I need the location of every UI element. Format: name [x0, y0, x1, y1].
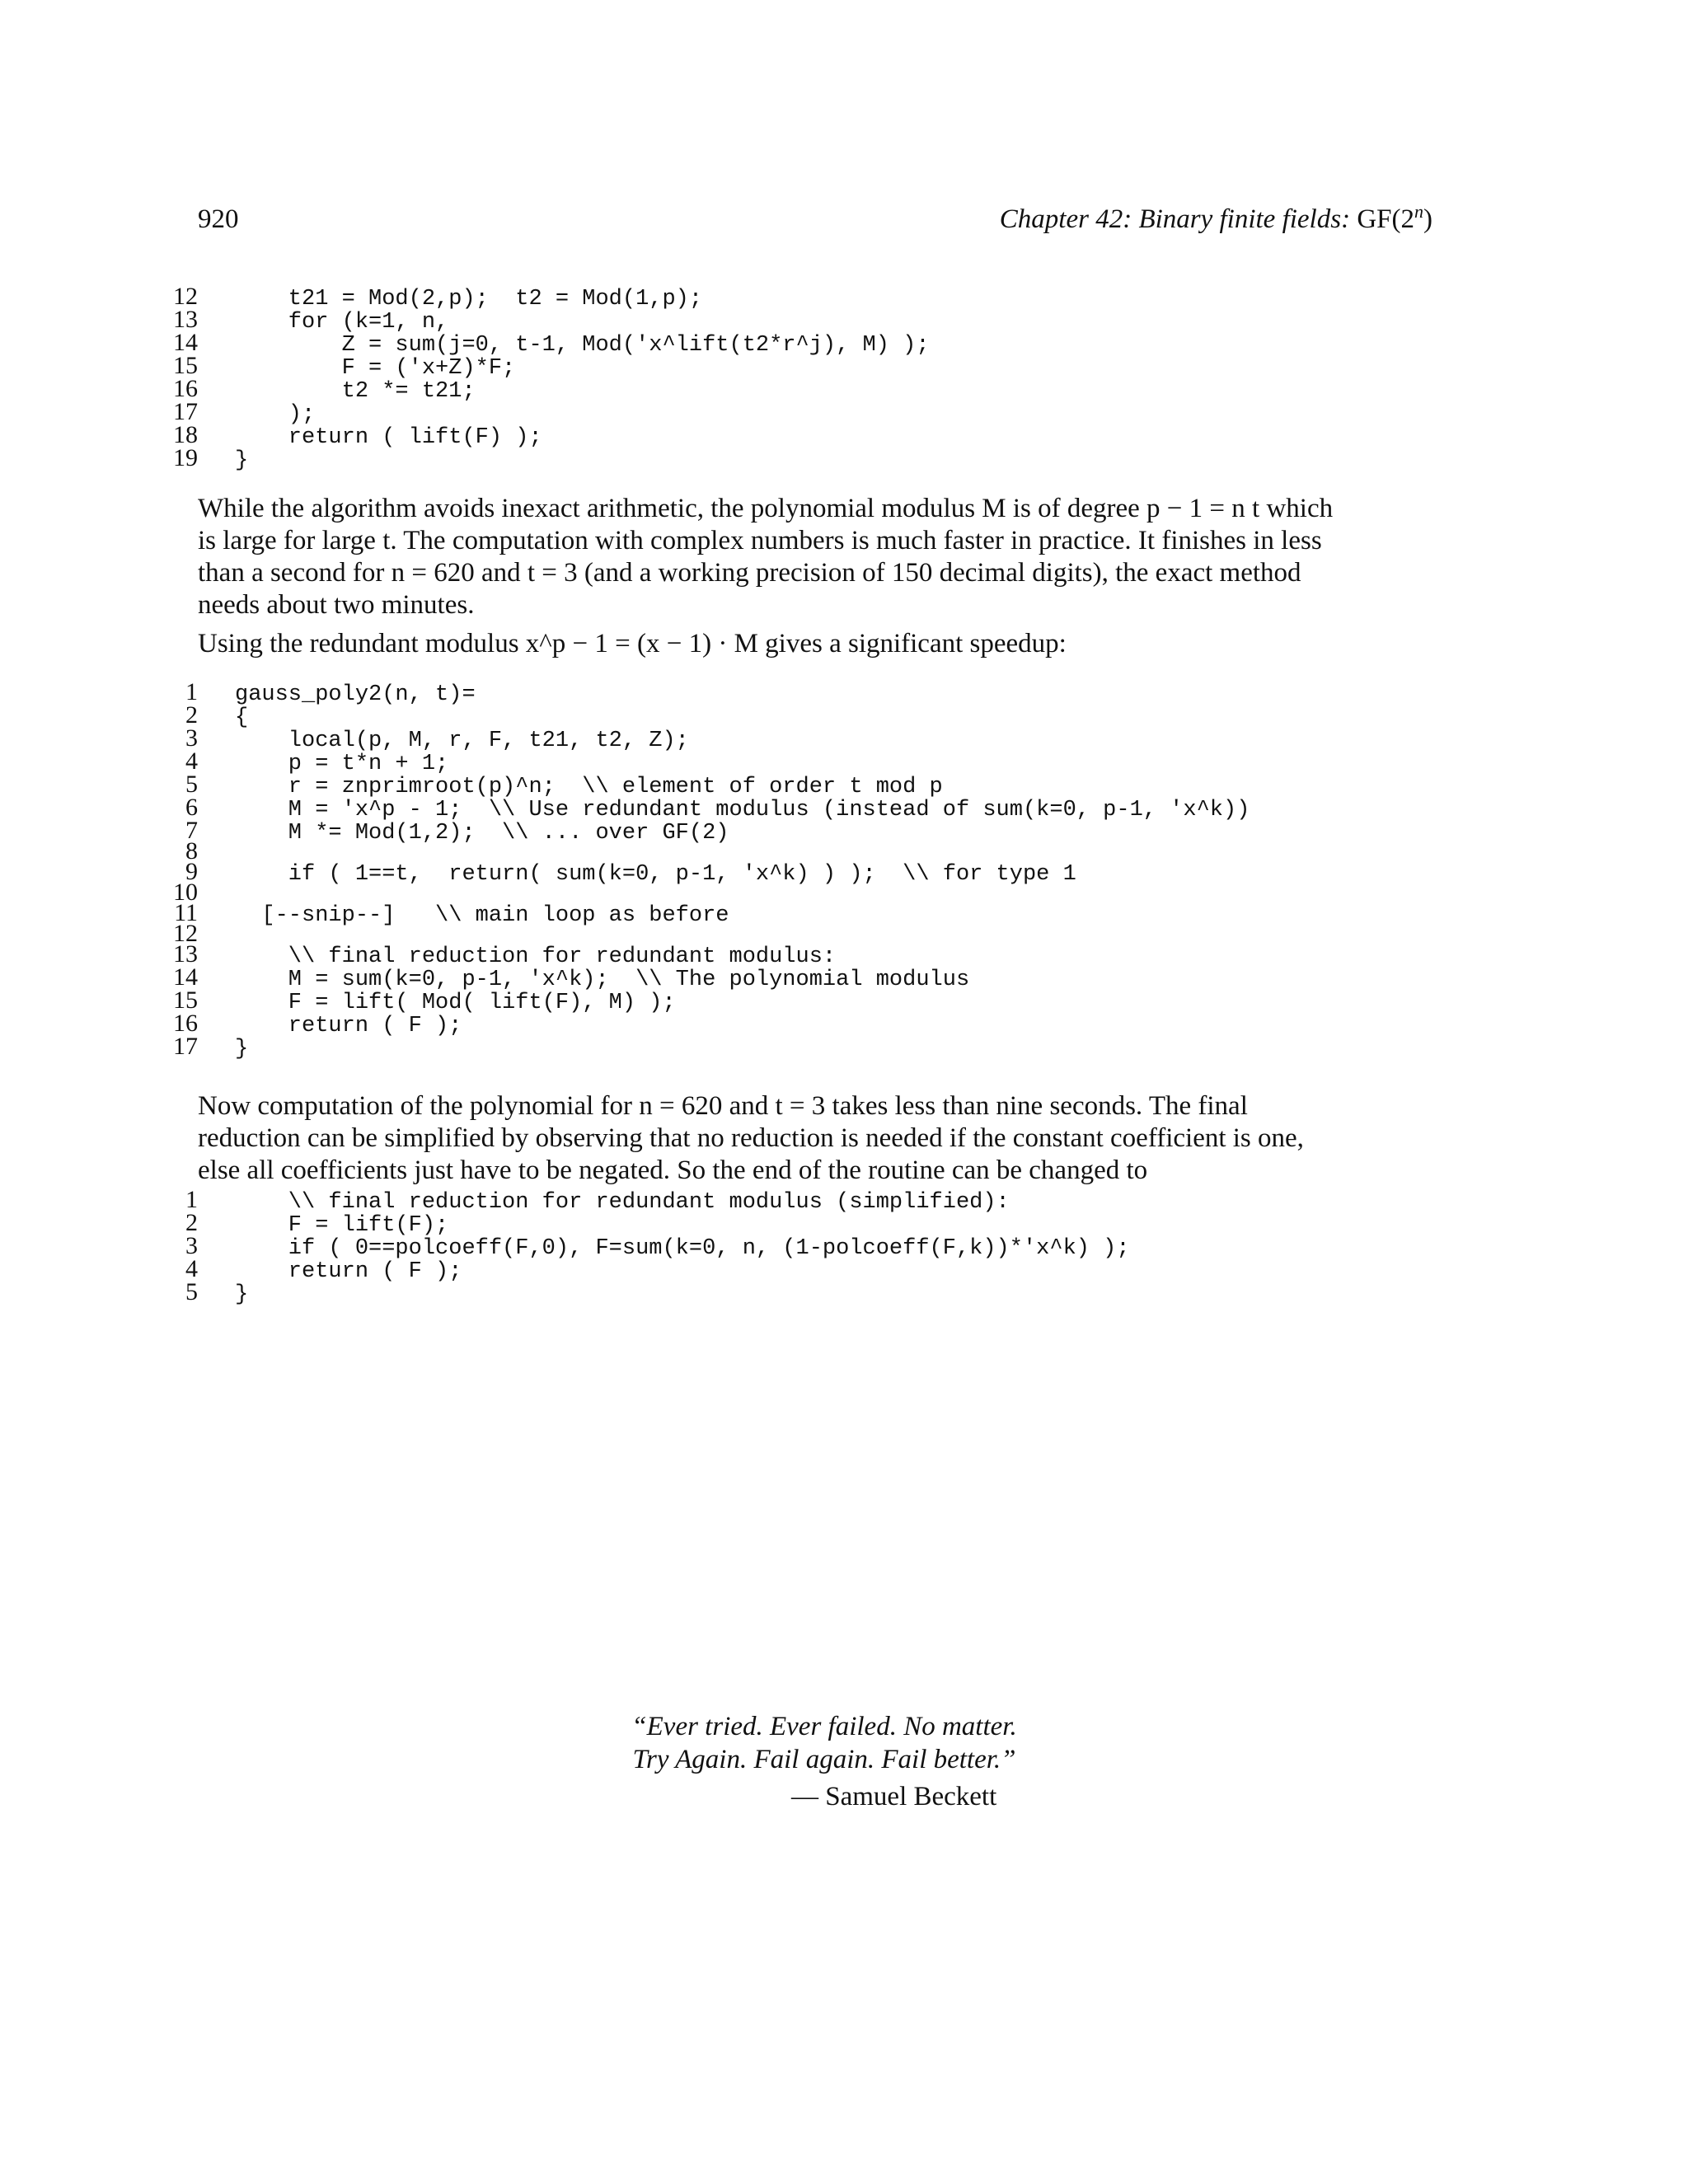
code-line: [165, 421, 1451, 450]
code-text: \\ final reduction for redundant modulus:: [235, 944, 837, 969]
code-listing-3: [165, 1186, 1451, 1307]
code-line: [165, 858, 1451, 887]
code-line: [165, 678, 1451, 707]
line-number: 2: [185, 1209, 198, 1236]
code-line: [165, 963, 1451, 992]
code-text: M *= Mod(1,2); \\ ... over GF(2): [235, 821, 729, 846]
code-text: return ( lift(F) );: [235, 425, 542, 450]
line-number: 2: [185, 701, 198, 729]
code-line: [165, 817, 1451, 846]
line-number: 17: [173, 398, 198, 425]
code-text: [--snip--] \\ main loop as before: [235, 903, 729, 928]
line-number: 8: [185, 837, 198, 865]
line-number: 1: [185, 1186, 198, 1213]
line-number: 4: [185, 748, 198, 775]
line-number: 7: [185, 817, 198, 844]
paragraph-2: Using the redundant modulus x^p − 1 = (x − 1) · M gives a significant speedup:: [198, 629, 1067, 658]
code-line: [165, 306, 1451, 335]
line-number: 18: [173, 421, 198, 448]
code-text: if ( 0==polcoeff(F,0), F=sum(k=0, n, (1-polcoeff(F,k))*'x^k) );: [235, 1236, 1130, 1261]
code-text: for (k=1, n,: [235, 310, 449, 335]
code-line: [165, 987, 1451, 1015]
code-line: [165, 794, 1451, 823]
code-line: [165, 940, 1451, 969]
code-line: [165, 375, 1451, 404]
code-text: );: [235, 402, 316, 427]
code-text: }: [235, 1282, 249, 1307]
line-number: 6: [185, 794, 198, 821]
code-listing-2: [165, 678, 1451, 1062]
code-text: if ( 1==t, return( sum(k=0, p-1, 'x^k) ) ); \\ for type 1: [235, 862, 1076, 887]
code-text: M = 'x^p - 1; \\ Use redundant modulus (instead of sum(k=0, p-1, 'x^k)): [235, 798, 1250, 823]
line-number: 16: [173, 375, 198, 402]
code-text: local(p, M, r, F, t21, t2, Z);: [235, 729, 689, 753]
page-number: 920: [198, 204, 239, 234]
code-text: F = lift(F);: [235, 1213, 449, 1238]
code-text: Z = sum(j=0, t-1, Mod('x^lift(t2*r^j), M) );: [235, 333, 930, 358]
paragraph-1: While the algorithm avoids inexact arithmetic, the polynomial modulus M is of degree p − 1 = n t which is large for large t. The computation with complex numbers is much faster in practice. It finishes in less than a second for n = 620 and t = 3 (and a working precision of 150 decimal digits), the exact method needs about two minutes.: [198, 494, 1334, 620]
code-line: [165, 899, 1451, 928]
chapter-close-paren: ): [1423, 204, 1432, 234]
code-line: [165, 701, 1451, 730]
line-number: 3: [185, 1232, 198, 1259]
paragraph-3: Now computation of the polynomial for n = 620 and t = 3 takes less than nine seconds. The final reduction can be simplified by observing that no reduction is needed if the constant coefficient is one, else all coefficients just have to be negated. So the end of the routine can be changed to: [198, 1091, 1304, 1185]
line-number: 11: [174, 899, 198, 926]
line-number: 17: [173, 1033, 198, 1060]
line-number: 13: [173, 306, 198, 333]
line-number: 10: [173, 879, 198, 906]
code-text: F = lift( Mod( lift(F), M) );: [235, 991, 676, 1015]
line-number: 19: [173, 444, 198, 471]
code-line: [165, 1186, 1451, 1215]
code-line: [165, 1033, 1451, 1062]
epigraph-attribution: — Samuel Beckett: [791, 1782, 997, 1811]
chapter-exponent: n: [1414, 201, 1423, 222]
line-number: 13: [173, 940, 198, 968]
code-listing-1: [165, 283, 1451, 473]
code-text: }: [235, 1037, 249, 1062]
code-text: r = znprimroot(p)^n; \\ element of order t mod p: [235, 775, 943, 799]
code-text: M = sum(k=0, p-1, 'x^k); \\ The polynomial modulus: [235, 968, 970, 992]
line-number: 12: [173, 283, 198, 310]
code-line: [165, 444, 1451, 473]
code-line: [165, 283, 1451, 312]
code-text: return ( F );: [235, 1259, 462, 1284]
line-number: 5: [185, 1278, 198, 1305]
code-line: [165, 1255, 1451, 1284]
code-line: [165, 1278, 1451, 1307]
running-header: [1000, 203, 1432, 236]
code-text: t2 *= t21;: [235, 379, 476, 404]
line-number: 14: [173, 963, 198, 991]
chapter-title: Chapter 42: Binary finite fields:: [999, 204, 1357, 234]
code-text: }: [235, 448, 249, 473]
code-line: [165, 1209, 1451, 1238]
code-line: [165, 1010, 1451, 1038]
line-number: 15: [173, 352, 198, 379]
line-number: 16: [173, 1010, 198, 1037]
code-text: return ( F );: [235, 1014, 462, 1038]
code-line: [165, 398, 1451, 427]
line-number: 1: [185, 678, 198, 705]
code-text: p = t*n + 1;: [235, 752, 449, 776]
line-number: 14: [173, 329, 198, 356]
line-number: 9: [185, 858, 198, 885]
code-text: \\ final reduction for redundant modulus (simplified):: [235, 1190, 1010, 1215]
code-text: F = ('x+Z)*F;: [235, 356, 516, 381]
line-number: 4: [185, 1255, 198, 1282]
epigraph-quote: “Ever tried. Ever failed. No matter. Try Again. Fail again. Fail better.”: [631, 1712, 1017, 1774]
line-number: 3: [185, 724, 198, 752]
code-line: [165, 748, 1451, 776]
code-line: [165, 329, 1451, 358]
code-line: [165, 771, 1451, 799]
line-number: 15: [173, 987, 198, 1014]
code-text: gauss_poly2(n, t)=: [235, 682, 476, 707]
code-line: [165, 352, 1451, 381]
line-number: 5: [185, 771, 198, 798]
line-number: 12: [173, 920, 198, 947]
code-text: t21 = Mod(2,p); t2 = Mod(1,p);: [235, 287, 703, 312]
code-text: {: [235, 705, 249, 730]
code-line: [165, 1232, 1451, 1261]
code-line: [165, 724, 1451, 753]
chapter-gf: GF(2: [1357, 204, 1414, 234]
